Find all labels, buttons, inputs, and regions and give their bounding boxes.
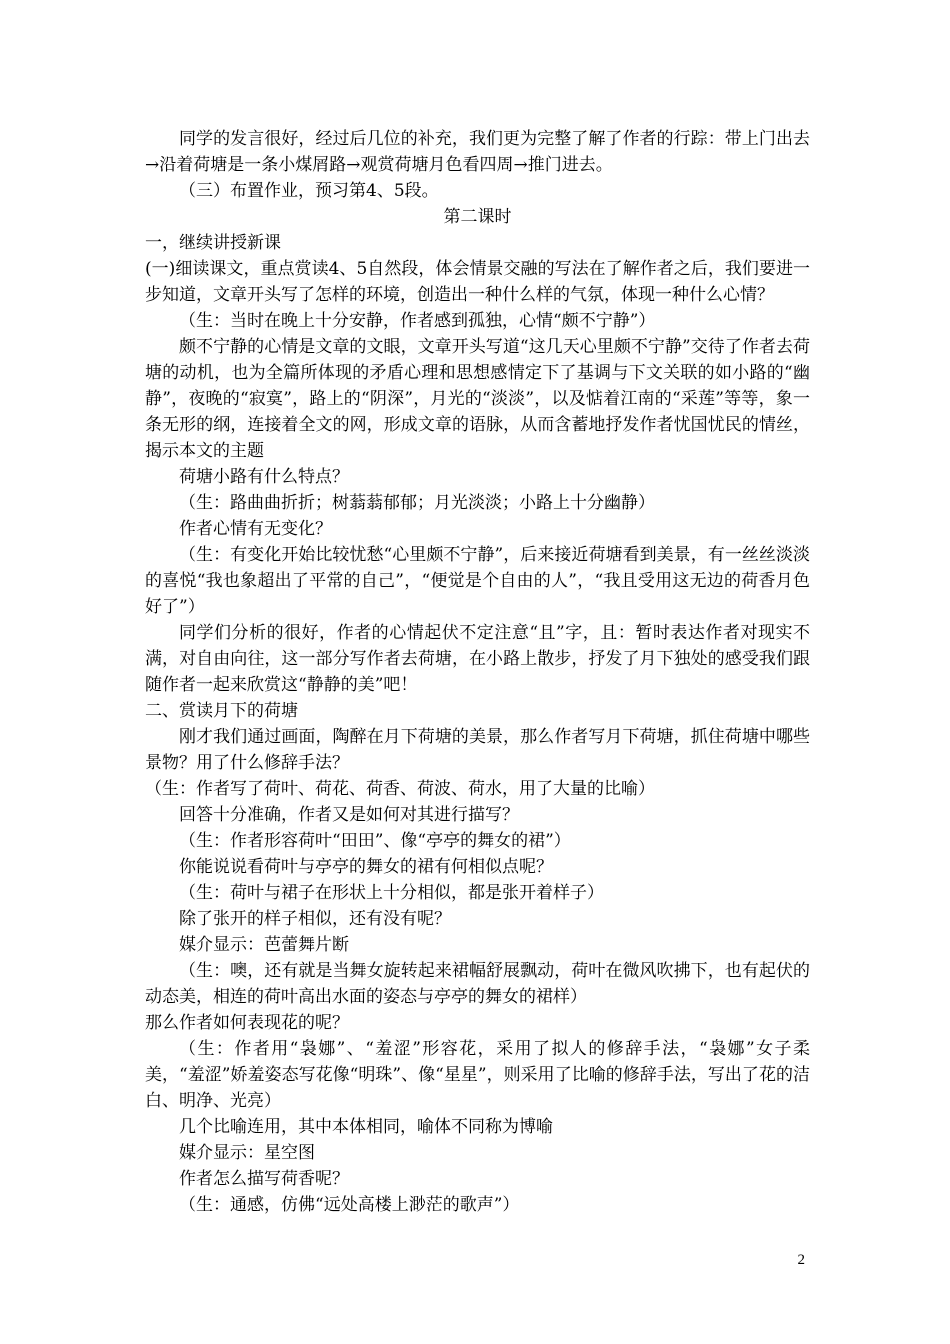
student-answer: （生：通感，仿佛“远处高楼上渺茫的歌声”）: [179, 1195, 520, 1215]
paragraph: 几个比喻连用，其中本体相同，喻体不同称为博喻: [179, 1117, 553, 1137]
student-answer: （生：路曲曲折折；树蓊蓊郁郁；月光淡淡；小路上十分幽静）: [179, 493, 655, 513]
student-answer: （生：作者写了荷叶、荷花、荷香、荷波、荷水，用了大量的比喻）: [145, 779, 655, 799]
student-answer: （生：作者用“袅娜”、“羞涩”形容花，采用了拟人的修辞手法，“袅娜”女子柔美，“羞涩”娇羞姿态写花像“明珠”、像“星星”，则采用了比喻的修辞手法，写出了花的洁白、明净、光亮）: [145, 1039, 810, 1111]
question: 作者怎么描写荷香呢？: [179, 1169, 349, 1189]
paragraph: 同学的发言很好，经过后几位的补充，我们更为完整了解了作者的行踪：带上门出去→沿着荷塘是一条小煤屑路→观赏荷塘月色看四周→推门进去。: [145, 129, 810, 175]
student-answer: （生：当时在晚上十分安静，作者感到孤独，心情“颇不宁静”）: [179, 311, 656, 331]
media-note: 媒介显示：芭蕾舞片断: [179, 935, 349, 955]
part-heading: 二、赏读月下的荷塘: [145, 701, 298, 721]
media-note: 媒介显示：星空图: [179, 1143, 315, 1163]
question: 荷塘小路有什么特点？: [179, 467, 349, 487]
section-heading: 第二课时: [443, 207, 512, 227]
student-answer: （生：噢，还有就是当舞女旋转起来裙幅舒展飘动，荷叶在微风吹拂下，也有起伏的动态美，相连的荷叶高出水面的姿态与亭亭的舞女的裙样）: [145, 961, 810, 1007]
question: 作者心情有无变化？: [179, 519, 332, 539]
paragraph: 同学们分析的很好，作者的心情起伏不定注意“且”字，且：暂时表达作者对现实不满，对自由向往，这一部分写作者去荷塘，在小路上散步，抒发了月下独处的感受我们跟随作者一起来欣赏这“静静的美”吧！: [145, 623, 810, 695]
part-heading: 一，继续讲授新课: [145, 233, 281, 253]
homework-line: （三）布置作业，预习第4、5段。: [179, 181, 439, 201]
paragraph: 颇不宁静的心情是文章的文眼，文章开头写道“这几天心里颇不宁静”交待了作者去荷塘的动机，也为全篇所体现的矛盾心理和思想感情定下了基调与下文关联的如小路的“幽静”，夜晚的“寂寞”，路上的“阴深”，月光的“淡淡”，以及惦着江南的“采莲”等等，象一条无形的纲，连接着全文的网，形成文章的语脉，从而含蓄地抒发作者忧国忧民的情丝，揭示本文的主题: [145, 337, 810, 461]
paragraph: (一)细读课文，重点赏读4、5自然段，体会情景交融的写法在了解作者之后，我们要进一步知道，文章开头写了怎样的环境，创造出一种什么样的气氛，体现一种什么心情？: [145, 259, 810, 305]
student-answer: （生：有变化开始比较忧愁“心里颇不宁静”，后来接近荷塘看到美景，有一丝丝淡淡的喜悦“我也象超出了平常的自己”，“便觉是个自由的人”，“我且受用这无边的荷香月色好了”）: [145, 545, 810, 617]
paragraph: 刚才我们通过画面，陶醉在月下荷塘的美景，那么作者写月下荷塘，抓住荷塘中哪些景物？用了什么修辞手法？: [145, 727, 810, 773]
document-body: [145, 126, 810, 1218]
question: 你能说说看荷叶与亭亭的舞女的裙有何相似点呢？: [179, 857, 553, 877]
student-answer: （生：作者形容荷叶“田田”、像“亭亭的舞女的裙”）: [179, 831, 571, 851]
student-answer: （生：荷叶与裙子在形状上十分相似，都是张开着样子）: [179, 883, 604, 903]
question: 那么作者如何表现花的呢？: [145, 1013, 349, 1033]
page-number: 2: [797, 1252, 805, 1268]
question: 回答十分准确，作者又是如何对其进行描写？: [179, 805, 519, 825]
question: 除了张开的样子相似，还有没有呢？: [179, 909, 451, 929]
